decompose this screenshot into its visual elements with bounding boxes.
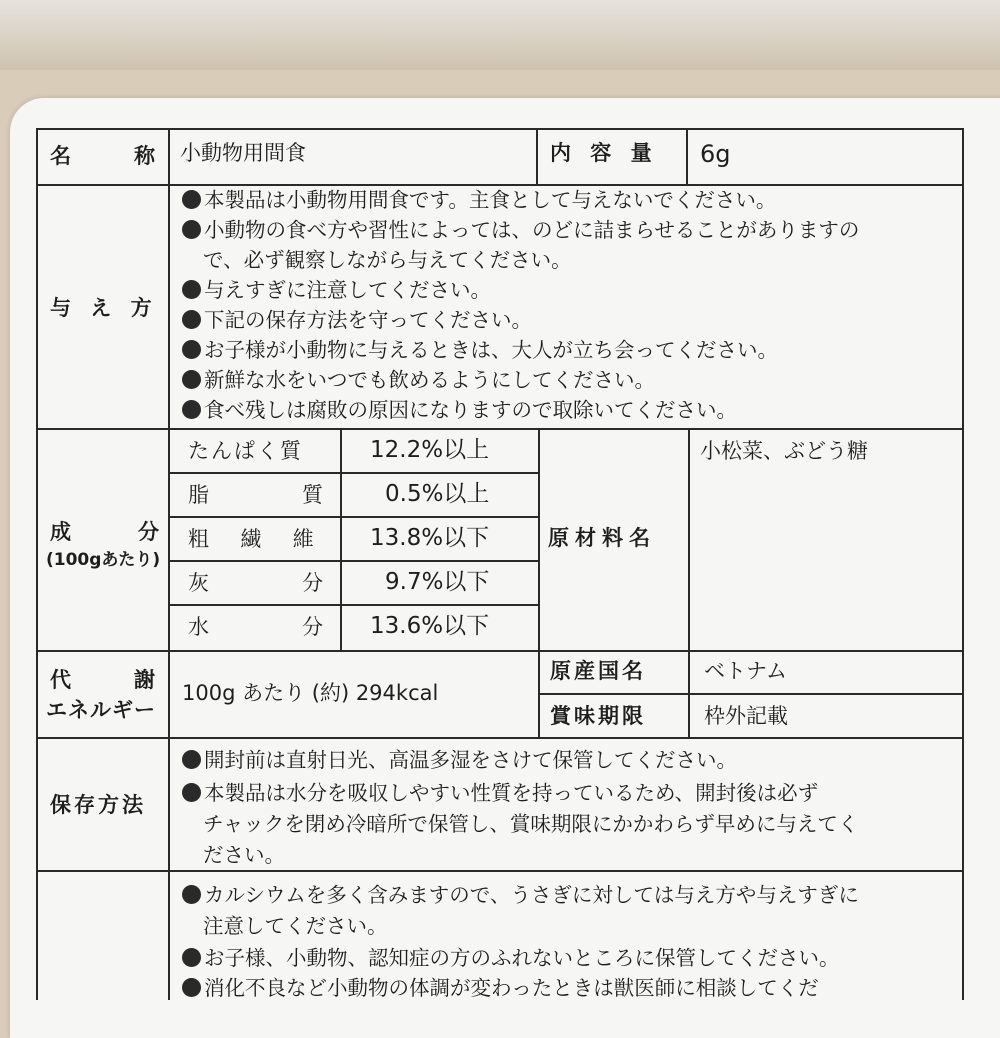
list-item	[182, 783, 818, 804]
list-item	[182, 400, 737, 421]
row-divider	[538, 693, 964, 695]
list-item-text: カルシウムを多く含みますので、うさぎに対しては与え方や与えすぎに	[204, 883, 859, 907]
list-item-text: 与えすぎに注意してください。	[204, 278, 491, 302]
list-item-continuation: チャックを閉め冷暗所で保管し、賞味期限にかかわらず早めに与えてく	[203, 812, 859, 836]
bullet-icon	[182, 310, 201, 329]
name-label-2: 称	[134, 144, 156, 168]
bullet-icon	[182, 280, 201, 299]
ingredients-value: 小松菜、ぶどう糖	[700, 439, 868, 463]
row-divider	[168, 472, 540, 474]
list-item	[182, 885, 859, 906]
expiry-label: 賞味期限	[550, 704, 646, 728]
row-divider	[36, 870, 964, 872]
energy-value: 100g あたり (約) 294kcal	[182, 681, 439, 705]
expiry-value: 枠外記載	[704, 704, 788, 728]
background-top	[0, 0, 1000, 70]
bullet-icon	[182, 750, 201, 769]
component-name: 分	[302, 615, 323, 639]
list-item-text: 消化不良など小動物の体調が変わったときは獣医師に相談してくだ	[204, 976, 819, 1000]
origin-label: 原産国名	[550, 659, 646, 683]
list-item	[182, 310, 532, 331]
column-divider	[538, 428, 540, 737]
components-label-2: 分	[138, 520, 160, 544]
component-value: 9.7%以下	[385, 569, 490, 595]
component-value: 0.5%以上	[385, 481, 490, 507]
bullet-icon	[182, 948, 201, 967]
bullet-icon	[182, 885, 201, 904]
list-item-continuation: 注意してください。	[203, 914, 388, 938]
list-item-text: 開封前は直射日光、高温多湿をさけて保管してください。	[204, 748, 737, 772]
bullet-icon	[182, 978, 201, 997]
energy-label-1b: 謝	[134, 668, 156, 692]
origin-value: ベトナム	[704, 659, 787, 683]
list-item	[182, 220, 859, 241]
energy-label-2: エネルギー	[46, 698, 156, 722]
row-divider	[168, 516, 540, 518]
component-name: たんぱく質	[188, 439, 303, 463]
row-divider	[36, 737, 964, 739]
column-divider	[340, 428, 342, 650]
list-item-continuation: で、必ず観察しながら与えてください。	[203, 248, 572, 272]
list-item	[182, 948, 840, 969]
component-name: 灰	[188, 571, 209, 595]
component-name: 粗 繊 維	[188, 527, 320, 551]
bullet-icon	[182, 340, 201, 359]
row-divider	[36, 650, 964, 652]
list-item-text: 下記の保存方法を守ってください。	[204, 308, 532, 332]
table-border-top	[36, 128, 964, 130]
volume-value: 6g	[700, 140, 731, 168]
list-item-text: 本製品は小動物用間食です。主食として与えないでください。	[204, 188, 777, 212]
list-item-text: 食べ残しは腐敗の原因になりますので取除いてください。	[204, 398, 737, 422]
components-label-1: 成	[50, 520, 72, 544]
list-item-text: お子様が小動物に与えるときは、大人が立ち会ってください。	[204, 338, 778, 362]
list-item	[182, 190, 776, 211]
list-item	[182, 750, 737, 771]
list-item-continuation: ださい。	[203, 843, 285, 867]
ingredients-label: 原材料名	[548, 526, 656, 550]
row-divider	[36, 184, 964, 186]
list-item-text: 小動物の食べ方や習性によっては、のどに詰まらせることがありますの	[204, 218, 860, 242]
column-divider	[688, 428, 690, 737]
components-sub-label: (100gあたり)	[46, 550, 161, 570]
bullet-icon	[182, 220, 201, 239]
list-item-text: 新鮮な水をいつでも飲めるようにしてください。	[204, 368, 655, 392]
component-value: 12.2%以上	[370, 437, 490, 463]
bullet-icon	[182, 190, 201, 209]
bullet-icon	[182, 400, 201, 419]
list-item-text: お子様、小動物、認知症の方のふれないところに保管してください。	[204, 946, 840, 970]
list-item	[182, 340, 778, 361]
feeding-label: 与 え 方	[50, 296, 158, 320]
component-value: 13.6%以下	[370, 613, 490, 639]
product-name: 小動物用間食	[180, 141, 306, 165]
component-value: 13.8%以下	[370, 525, 490, 551]
component-name: 分	[302, 571, 323, 595]
storage-label: 保存方法	[50, 793, 146, 817]
list-item	[182, 978, 819, 999]
component-name: 脂	[188, 483, 209, 507]
list-item	[182, 280, 491, 301]
volume-label: 内 容 量	[550, 141, 658, 165]
row-divider	[36, 428, 964, 430]
name-label-1: 名	[50, 144, 72, 168]
bullet-icon	[182, 783, 201, 802]
bullet-icon	[182, 370, 201, 389]
list-item-text: 本製品は水分を吸収しやすい性質を持っているため、開封後は必ず	[204, 781, 819, 805]
row-divider	[168, 604, 540, 606]
component-name: 質	[302, 483, 323, 507]
label-column-divider	[168, 128, 170, 1000]
list-item	[182, 370, 655, 391]
column-divider	[686, 128, 688, 184]
row-divider	[168, 560, 540, 562]
energy-label-1a: 代	[50, 668, 72, 692]
component-name: 水	[188, 615, 209, 639]
column-divider	[536, 128, 538, 184]
